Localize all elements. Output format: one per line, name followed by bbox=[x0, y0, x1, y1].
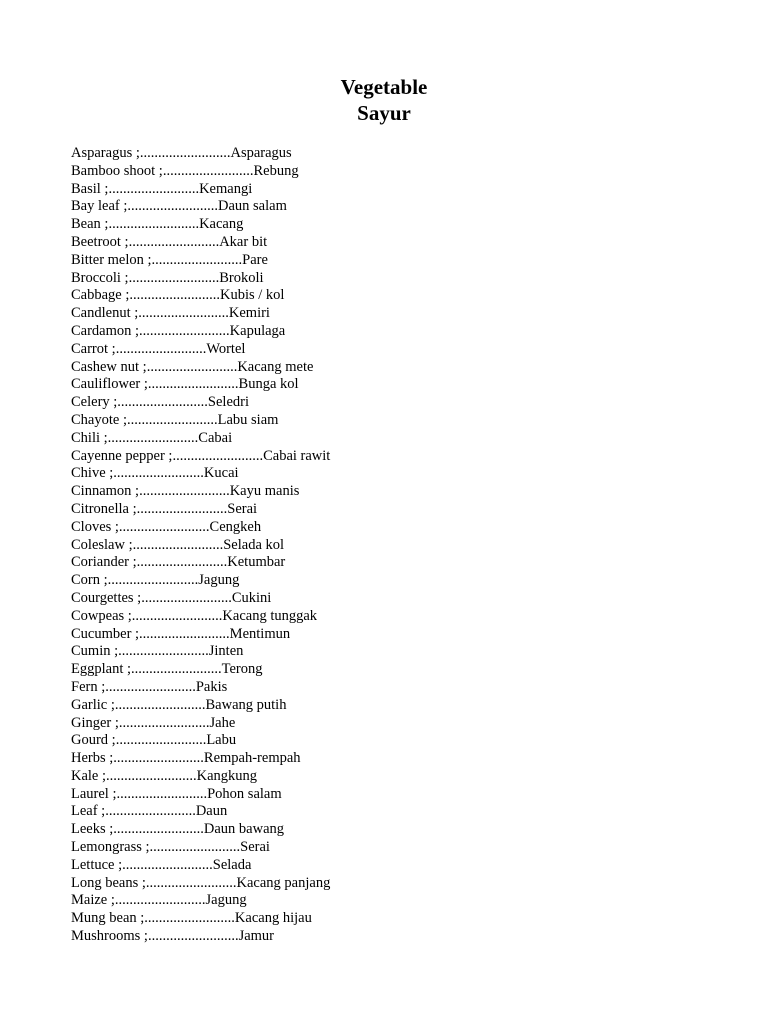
vocabulary-entry: Lemongrass ;.........................Serai bbox=[71, 839, 270, 856]
vocabulary-entry: Leaf ;.........................Daun bbox=[71, 803, 228, 820]
vocabulary-entry: Fern ;.........................Pakis bbox=[71, 678, 228, 695]
title-english: Vegetable bbox=[340, 75, 428, 99]
vocabulary-entry: Coleslaw ;.........................Selada kol bbox=[71, 536, 285, 553]
vocabulary-entry: Gourd ;.........................Labu bbox=[71, 732, 237, 749]
vocabulary-entry: Laurel ;.........................Pohon salam bbox=[71, 785, 282, 802]
vocabulary-entry: Asparagus ;.........................Asparagus bbox=[71, 145, 292, 161]
vocabulary-entry: Celery ;.........................Seledri bbox=[71, 394, 250, 411]
vocabulary-entry: Herbs ;.........................Rempah-rempah bbox=[71, 750, 301, 767]
vocabulary-entry: Bamboo shoot ;.........................Rebung bbox=[71, 162, 299, 179]
vocabulary-entry: Citronella ;.........................Serai bbox=[71, 500, 258, 517]
vocabulary-entry: Bitter melon ;.........................Pare bbox=[71, 251, 268, 268]
vocabulary-entry: Carrot ;.........................Wortel bbox=[71, 340, 246, 357]
vocabulary-entry: Cauliflower ;.........................Bunga kol bbox=[71, 376, 299, 393]
vocabulary-entry: Cumin ;.........................Jinten bbox=[71, 643, 244, 660]
vocabulary-entry: Coriander ;.........................Ketumbar bbox=[71, 554, 286, 571]
vocabulary-entry: Chili ;.........................Cabai bbox=[71, 429, 233, 446]
vocabulary-entry: Cinnamon ;.........................Kayu manis bbox=[71, 483, 300, 500]
vocabulary-entry: Cardamon ;.........................Kapulaga bbox=[71, 322, 286, 339]
vocabulary-entry: Chive ;.........................Kucai bbox=[71, 465, 239, 482]
vocabulary-entry: Candlenut ;.........................Kemiri bbox=[71, 305, 270, 322]
vocabulary-entry: Long beans ;.........................Kacang panjang bbox=[71, 874, 331, 891]
vocabulary-entry: Leeks ;.........................Daun bawang bbox=[71, 821, 285, 838]
vocabulary-entry: Basil ;.........................Kemangi bbox=[71, 180, 253, 197]
vocabulary-entry: Beetroot ;.........................Akar bit bbox=[71, 233, 268, 250]
vocabulary-entry: Maize ;.........................Jagung bbox=[71, 892, 247, 909]
title-indonesian: Sayur bbox=[357, 101, 411, 125]
vocabulary-entry: Eggplant ;.........................Terong bbox=[71, 661, 263, 678]
vocabulary-entry: Bean ;.........................Kacang bbox=[71, 216, 244, 233]
vocabulary-entry: Cloves ;.........................Cengkeh bbox=[71, 518, 262, 535]
vocabulary-entry: Cowpeas ;.........................Kacang tunggak bbox=[71, 607, 318, 624]
vocabulary-entry: Cucumber ;.........................Mentimun bbox=[71, 625, 291, 642]
vocabulary-entry: Broccoli ;.........................Brokoli bbox=[71, 269, 264, 286]
vocabulary-entry: Lettuce ;.........................Selada bbox=[71, 856, 252, 873]
vocabulary-entry: Cayenne pepper ;.........................Cabai rawit bbox=[71, 447, 331, 464]
vocabulary-entry: Bay leaf ;.........................Daun salam bbox=[71, 198, 287, 215]
vocabulary-entry: Corn ;.........................Jagung bbox=[71, 572, 240, 589]
vocabulary-entry: Courgettes ;.........................Cukini bbox=[71, 589, 272, 606]
vocabulary-entry: Mung bean ;.........................Kacang hijau bbox=[71, 910, 312, 927]
vocabulary-entry: Chayote ;.........................Labu siam bbox=[71, 411, 279, 428]
title-block bbox=[0, 74, 768, 126]
vocabulary-entry: Kale ;.........................Kangkung bbox=[71, 767, 258, 784]
vocabulary-entry: Ginger ;.........................Jahe bbox=[71, 714, 236, 731]
vocabulary-list bbox=[71, 145, 330, 946]
vocabulary-entry: Garlic ;.........................Bawang putih bbox=[71, 696, 287, 713]
vocabulary-entry: Cashew nut ;.........................Kacang mete bbox=[71, 358, 314, 375]
vocabulary-entry: Cabbage ;.........................Kubis / kol bbox=[71, 287, 285, 304]
vocabulary-entry: Mushrooms ;.........................Jamur bbox=[71, 928, 274, 945]
